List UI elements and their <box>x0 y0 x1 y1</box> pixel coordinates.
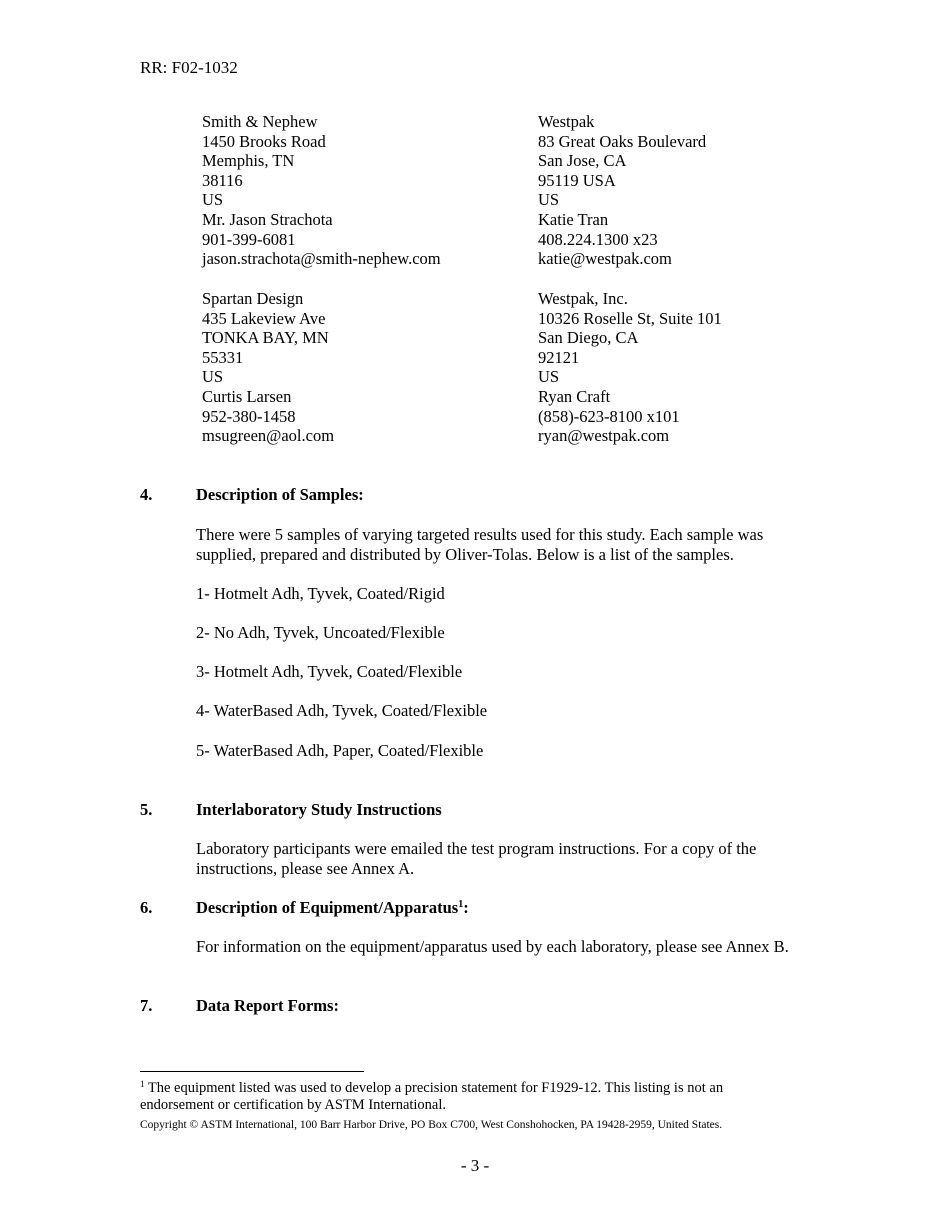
contact-line: 435 Lakeview Ave <box>202 308 326 328</box>
contact-line: Westpak, Inc. <box>538 289 628 308</box>
contact-line: Ryan Craft <box>538 386 611 406</box>
contact-line: 1450 Brooks Road <box>202 131 326 151</box>
contact-line: 408.224.1300 x23 <box>538 229 658 249</box>
contact-line: (858)-623-8100 x101 <box>538 406 680 426</box>
section-7-title: Data Report Forms: <box>196 996 339 1015</box>
contact-email: katie@westpak.com <box>538 249 672 269</box>
contact-email: jason.strachota@smith-nephew.com <box>202 249 441 269</box>
page-number: - 3 - <box>460 1156 490 1175</box>
sample-item: 3- Hotmelt Adh, Tyvek, Coated/Flexible <box>196 662 463 681</box>
section-5-title: Interlaboratory Study Instructions <box>196 800 442 819</box>
contact-block-spartan-design <box>202 289 532 446</box>
section-6-title-text: Description of Equipment/Apparatus <box>196 898 459 917</box>
section-7-number: 7. <box>140 996 153 1015</box>
contact-line: 10326 Roselle St, Suite 101 <box>538 308 722 328</box>
contact-line: Memphis, TN <box>202 151 295 171</box>
contact-line: Westpak <box>538 112 595 131</box>
contact-line: TONKA BAY, MN <box>202 328 329 348</box>
contact-line: Smith & Nephew <box>202 112 318 131</box>
section-6-title <box>196 898 469 918</box>
section-4-number: 4. <box>140 485 153 504</box>
section-4-title: Description of Samples: <box>196 485 364 504</box>
contact-line: San Jose, CA <box>538 151 627 171</box>
sample-item: 1- Hotmelt Adh, Tyvek, Coated/Rigid <box>196 584 445 603</box>
contact-line: US <box>202 190 224 210</box>
footnote <box>140 1080 800 1114</box>
contact-email: ryan@westpak.com <box>538 426 670 446</box>
footnote-marker: 1 <box>140 1079 145 1089</box>
footnote-text: The equipment listed was used to develop a precision statement for F1929-12. This listing is not an endorsement or certification by ASTM International. <box>140 1080 724 1113</box>
sample-item: 4- WaterBased Adh, Tyvek, Coated/Flexible <box>196 701 488 720</box>
contact-line: 952-380-1458 <box>202 406 296 426</box>
contact-line: Curtis Larsen <box>202 386 292 406</box>
report-number: RR: F02-1032 <box>140 58 238 77</box>
contact-line: Katie Tran <box>538 209 609 229</box>
contact-block-westpak-san-jose <box>538 112 868 269</box>
contact-line: US <box>538 367 560 387</box>
contact-email: msugreen@aol.com <box>202 426 335 446</box>
section-4-paragraph: There were 5 samples of varying targeted results used for this study. Each sample was supplied, prepared and distributed by Oliver-Tolas. Below is a list of the samples. <box>196 525 764 564</box>
section-6-paragraph: For information on the equipment/apparatus used by each laboratory, please see Annex B. <box>196 937 789 956</box>
sample-item: 5- WaterBased Adh, Paper, Coated/Flexible <box>196 741 484 760</box>
contact-line: US <box>202 367 224 387</box>
contact-line: 83 Great Oaks Boulevard <box>538 131 707 151</box>
contact-block-smith-nephew <box>202 112 532 269</box>
contact-line: 901-399-6081 <box>202 229 296 249</box>
section-5-paragraph: Laboratory participants were emailed the test program instructions. For a copy of the instructions, please see Annex A. <box>196 839 757 878</box>
contact-line: Spartan Design <box>202 289 304 308</box>
contact-line: 38116 <box>202 170 243 190</box>
contact-line: 55331 <box>202 347 244 367</box>
contact-line: 92121 <box>538 347 580 367</box>
footnote-reference: 1 <box>458 899 464 910</box>
section-6-title-suffix: : <box>463 898 469 917</box>
contact-line: Mr. Jason Strachota <box>202 209 333 229</box>
contact-line: US <box>538 190 560 210</box>
sample-item: 2- No Adh, Tyvek, Uncoated/Flexible <box>196 623 445 642</box>
footnote-divider <box>140 1071 364 1072</box>
copyright-notice: Copyright © ASTM International, 100 Barr Harbor Drive, PO Box C700, West Conshohocken, PA 19428-2959, United States. <box>140 1119 723 1131</box>
contact-line: San Diego, CA <box>538 328 639 348</box>
section-6-number: 6. <box>140 898 153 917</box>
contact-block-westpak-san-diego <box>538 289 868 446</box>
section-5-number: 5. <box>140 800 153 819</box>
contact-line: 95119 USA <box>538 170 616 190</box>
